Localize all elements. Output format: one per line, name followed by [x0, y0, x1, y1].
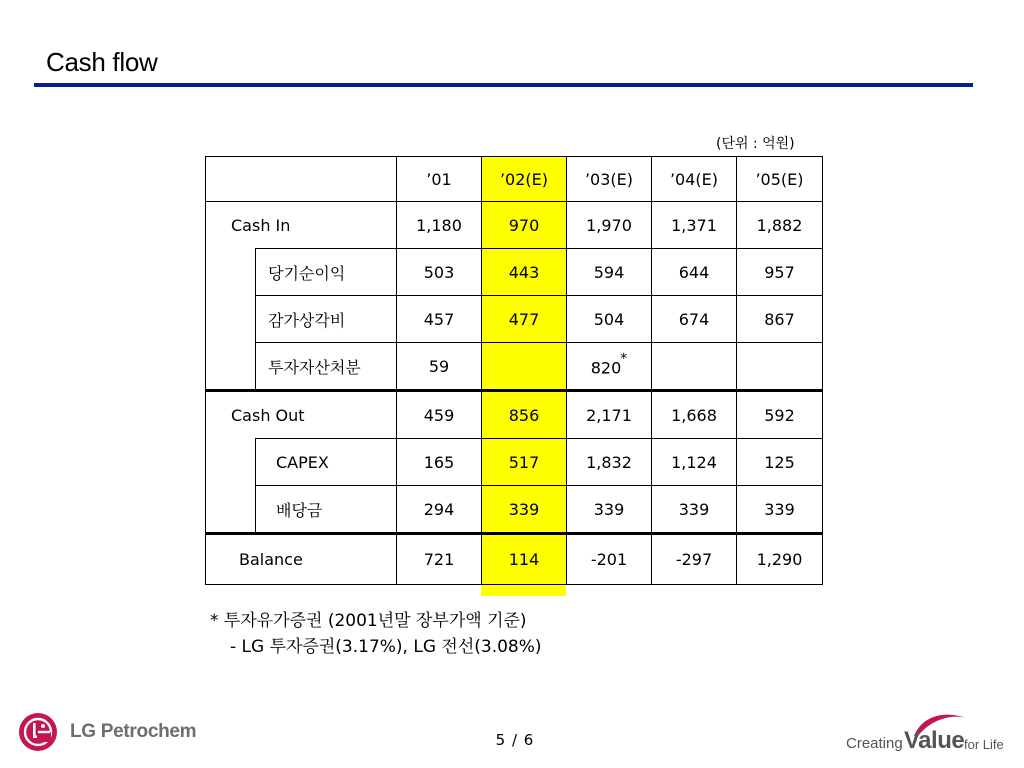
value-cell: 1,882 [737, 202, 823, 249]
value-cell: 1,180 [397, 202, 482, 249]
unit-note: (단위 : 억원) [716, 136, 795, 152]
value-cell: 644 [652, 249, 737, 296]
value-cell: 339 [567, 486, 652, 534]
header-cell: ’02(E) [482, 157, 567, 202]
value-cell [652, 343, 737, 391]
value-cell: 517 [482, 439, 567, 486]
value-cell: 457 [397, 296, 482, 343]
footnote [210, 608, 542, 660]
value-cell: 1,668 [652, 391, 737, 439]
row-label-net-income: 당기순이익 [256, 249, 397, 296]
table-row [206, 296, 823, 343]
indent-spacer [206, 486, 256, 534]
row-label-capex: CAPEX [256, 439, 397, 486]
row-label-cash-out: Cash Out [206, 391, 397, 439]
table-row [206, 486, 823, 534]
value-cell [482, 343, 567, 391]
value-cell: 1,970 [567, 202, 652, 249]
value-cell: 1,290 [737, 534, 823, 585]
page-number: 5 / 6 [495, 731, 535, 749]
header-cell: ’01 [397, 157, 482, 202]
row-label-dividends: 배당금 [256, 486, 397, 534]
title-underline [34, 83, 973, 87]
indent-spacer [206, 296, 256, 343]
value-cell: 339 [737, 486, 823, 534]
table-row [206, 534, 823, 585]
footnote-marker: * [620, 350, 628, 367]
slogan-value: Value [904, 727, 965, 754]
value-cell: 503 [397, 249, 482, 296]
table-header-row [206, 157, 823, 202]
table-row [206, 202, 823, 249]
value-cell: 459 [397, 391, 482, 439]
value-cell: 957 [737, 249, 823, 296]
header-cell: ’05(E) [737, 157, 823, 202]
indent-spacer [206, 439, 256, 486]
value-cell: 970 [482, 202, 567, 249]
value-cell: 594 [567, 249, 652, 296]
header-cell: ’03(E) [567, 157, 652, 202]
value-cell: 443 [482, 249, 567, 296]
value-cell: 165 [397, 439, 482, 486]
value-cell: 477 [482, 296, 567, 343]
header-cell: ’04(E) [652, 157, 737, 202]
value-cell: -297 [652, 534, 737, 585]
table-row [206, 343, 823, 391]
value-cell: 339 [482, 486, 567, 534]
value-cell: 856 [482, 391, 567, 439]
indent-spacer [206, 343, 256, 391]
value-cell: 504 [567, 296, 652, 343]
row-label-depreciation: 감가상각비 [256, 296, 397, 343]
value-cell: 721 [397, 534, 482, 585]
value-cell [567, 343, 652, 391]
slide-title: Cash flow [46, 47, 158, 77]
value-cell: 867 [737, 296, 823, 343]
value-cell [737, 343, 823, 391]
value-cell: 2,171 [567, 391, 652, 439]
value-cell: 592 [737, 391, 823, 439]
value-text: 820 [590, 358, 622, 378]
value-cell: -201 [567, 534, 652, 585]
table-row [206, 439, 823, 486]
cash-flow-table [205, 156, 823, 585]
indent-spacer [206, 249, 256, 296]
value-cell: 59 [397, 343, 482, 391]
value-cell: 125 [737, 439, 823, 486]
slogan-left: Creating [846, 735, 903, 752]
slogan-right: for Life [964, 737, 1004, 752]
table-row [206, 391, 823, 439]
company-name: LG Petrochem [70, 721, 197, 742]
lg-logo-icon [18, 712, 58, 752]
slogan-logo [846, 710, 1016, 758]
value-cell: 1,832 [567, 439, 652, 486]
value-cell: 294 [397, 486, 482, 534]
value-cell: 1,371 [652, 202, 737, 249]
row-label-balance: Balance [206, 534, 397, 585]
footnote-line-2: - LG 투자증권(3.17%), LG 전선(3.08%) [230, 637, 542, 657]
table-row [206, 249, 823, 296]
header-empty-cell [206, 157, 397, 202]
row-label-cash-in: Cash In [206, 202, 397, 249]
value-cell: 339 [652, 486, 737, 534]
footnote-line-1: * 투자유가증권 (2001년말 장부가액 기준) [210, 611, 527, 631]
value-cell: 114 [482, 534, 567, 585]
value-cell: 674 [652, 296, 737, 343]
row-label-asset-disposal: 투자자산처분 [256, 343, 397, 391]
value-cell: 1,124 [652, 439, 737, 486]
